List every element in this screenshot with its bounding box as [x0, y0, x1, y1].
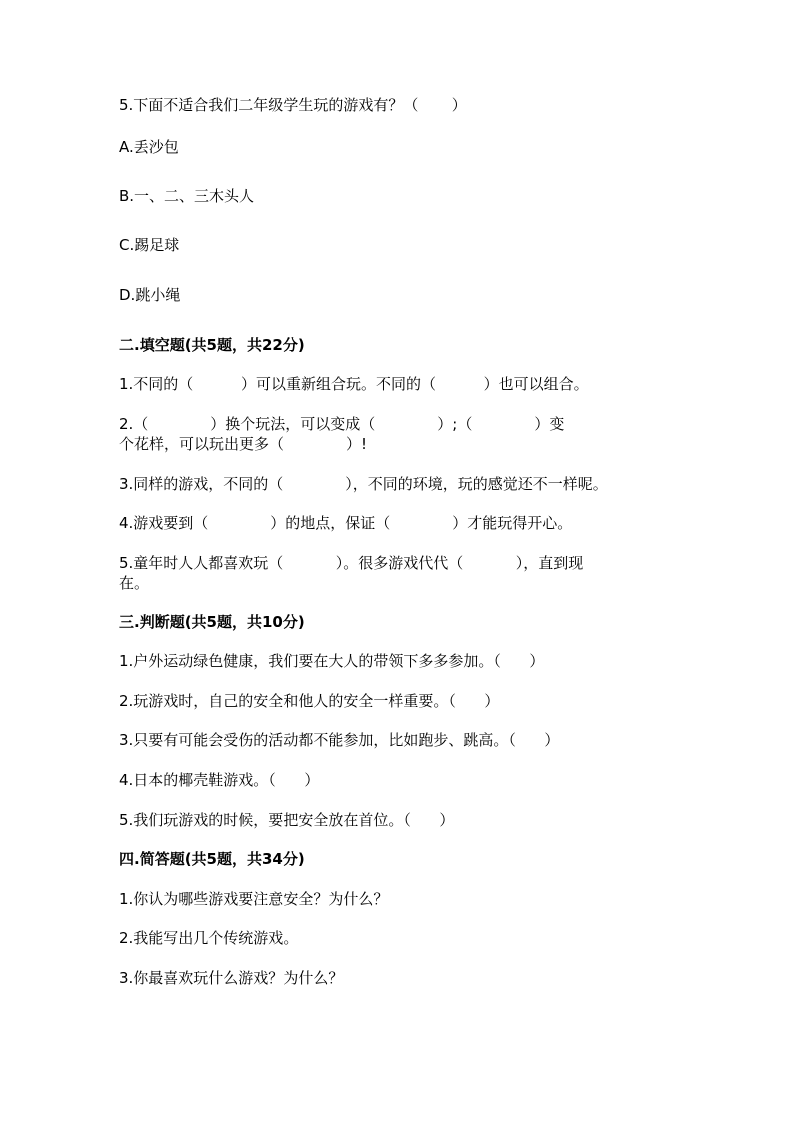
judge-question-2: 2.玩游戏时，自己的安全和他人的安全一样重要。（ ） — [119, 692, 500, 710]
option-a: A.丢沙包 — [119, 138, 179, 156]
section-heading-judgment: 三.判断题(共5题，共10分) — [119, 613, 305, 631]
judge-question-3: 3.只要有可能会受伤的活动都不能参加，比如跑步、跳高。（ ） — [119, 731, 560, 749]
fill-question-5-line1: 5.童年时人人都喜欢玩（ ）。很多游戏代代（ ），直到现 — [119, 554, 584, 572]
fill-question-3: 3.同样的游戏，不同的（ ），不同的环境，玩的感觉还不一样呢。 — [119, 475, 608, 493]
short-question-2: 2.我能写出几个传统游戏。 — [119, 929, 299, 947]
judge-question-4: 4.日本的椰壳鞋游戏。（ ） — [119, 771, 320, 789]
short-question-3: 3.你最喜欢玩什么游戏？为什么？ — [119, 969, 344, 987]
option-c: C.踢足球 — [119, 236, 180, 254]
question-5-stem: 5.下面不适合我们二年级学生玩的游戏有？（ ） — [119, 96, 467, 114]
option-d: D.跳小绳 — [119, 286, 181, 304]
short-question-1: 1.你认为哪些游戏要注意安全？为什么？ — [119, 890, 389, 908]
section-heading-fill-in: 二.填空题(共5题，共22分) — [119, 336, 305, 354]
section-heading-short-answer: 四.简答题(共5题，共34分) — [119, 850, 305, 868]
judge-question-1: 1.户外运动绿色健康，我们要在大人的带领下多多参加。（ ） — [119, 652, 545, 670]
fill-question-4: 4.游戏要到（ ）的地点，保证（ ）才能玩得开心。 — [119, 514, 573, 532]
option-b: B.一、二、三木头人 — [119, 187, 255, 205]
fill-question-2-line1: 2.（ ）换个玩法，可以变成（ ）;（ ）变 — [119, 415, 565, 433]
judge-question-5: 5.我们玩游戏的时候，要把安全放在首位。（ ） — [119, 811, 455, 829]
fill-question-5-line2: 在。 — [119, 574, 150, 592]
fill-question-2-line2: 个花样，可以玩出更多（ ）! — [119, 435, 367, 453]
fill-question-1: 1.不同的（ ）可以重新组合玩。不同的（ ）也可以组合。 — [119, 375, 589, 393]
